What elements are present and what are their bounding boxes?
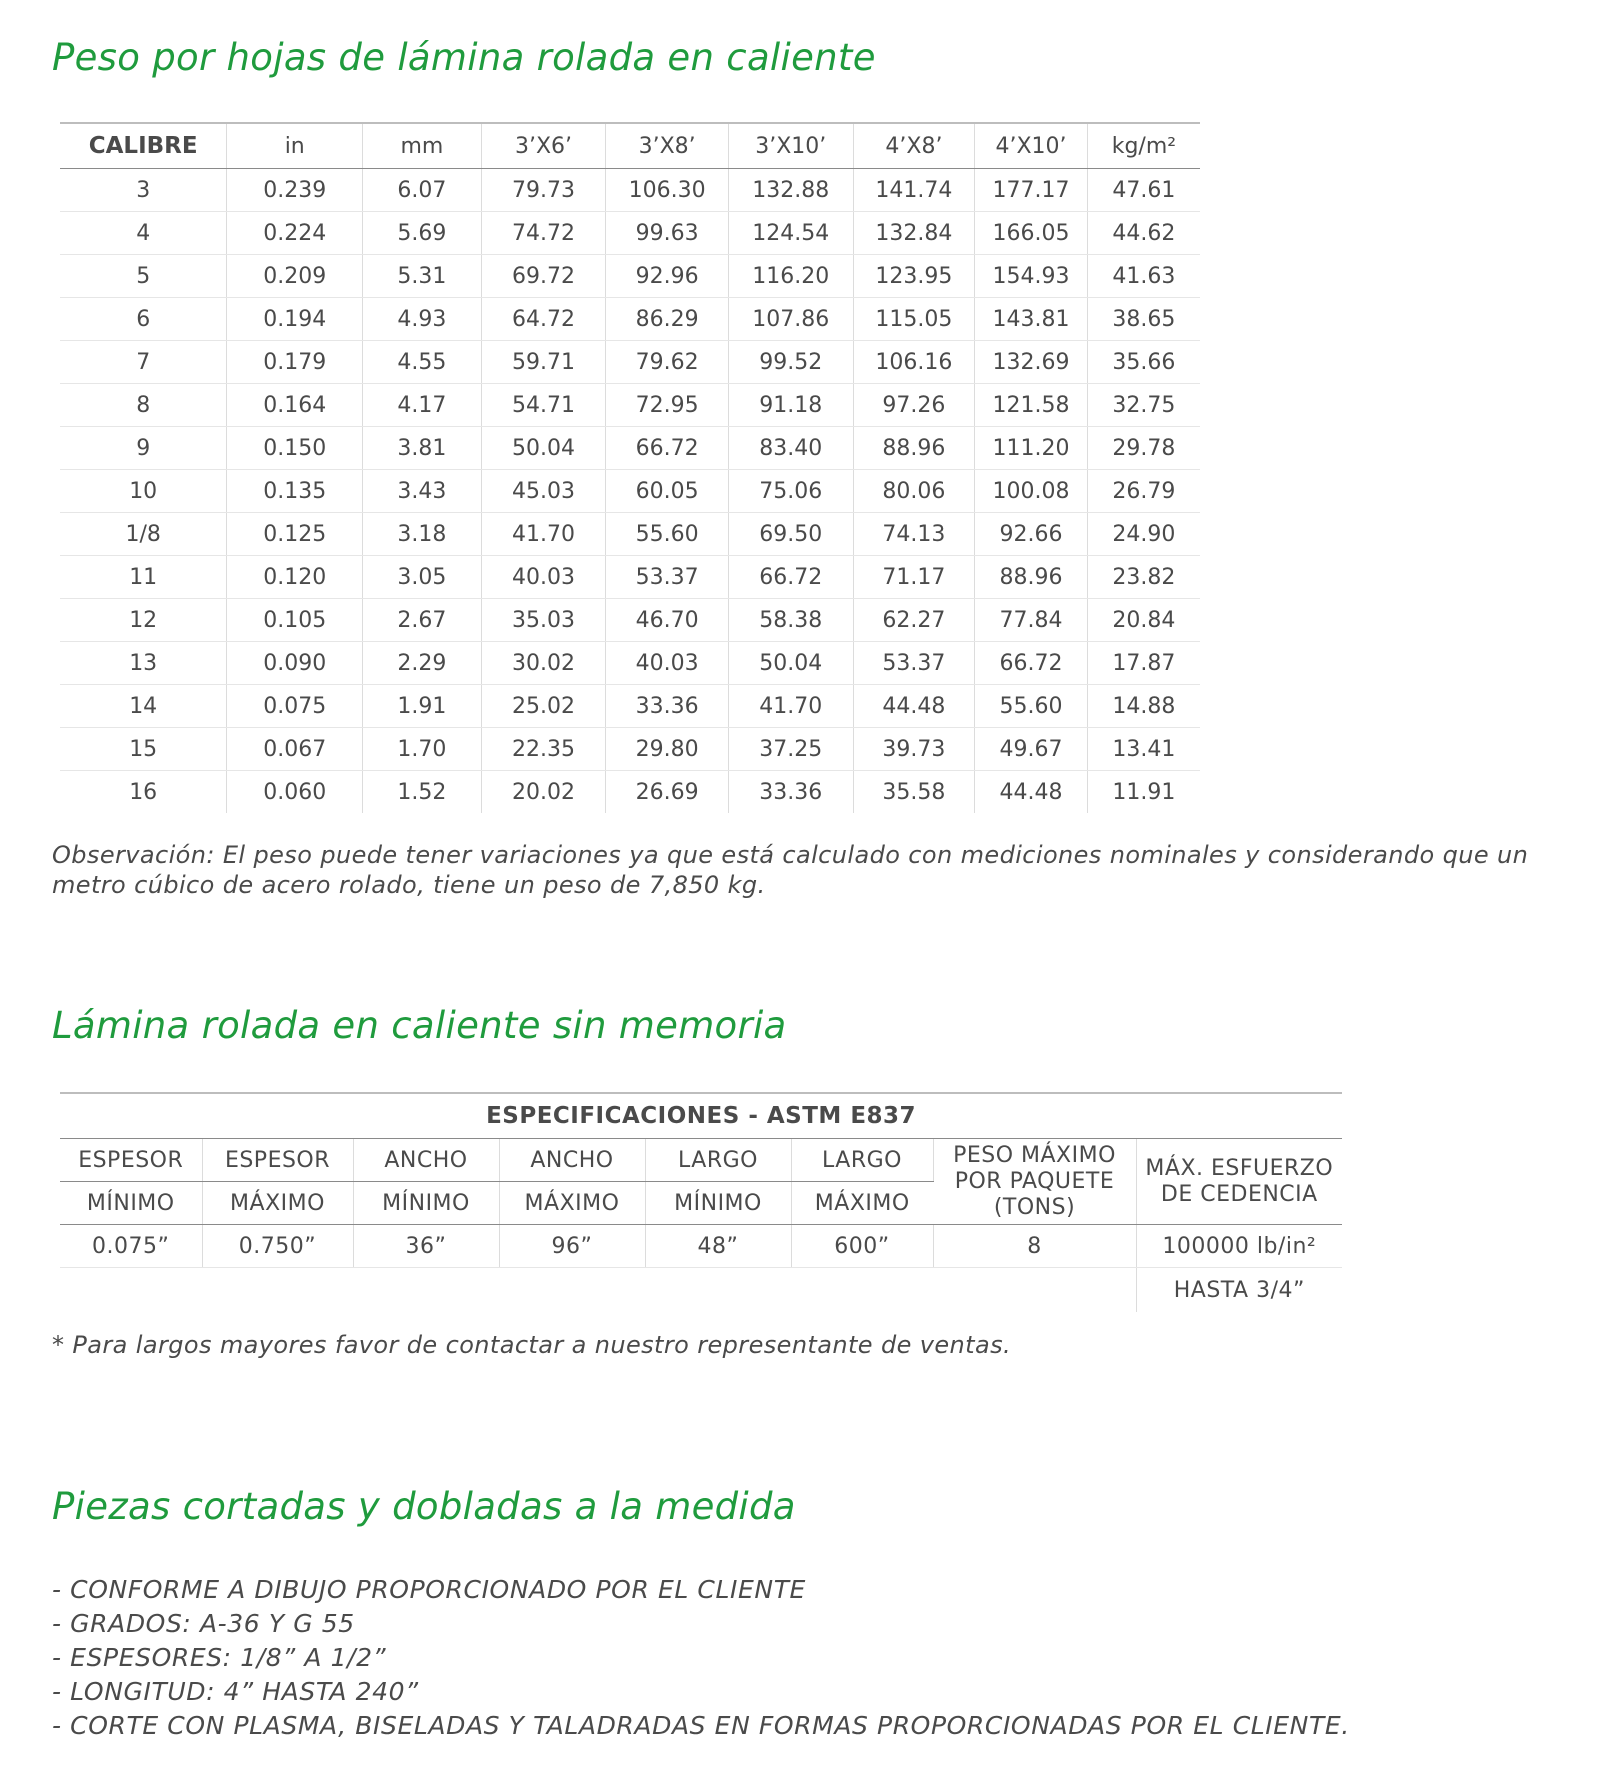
column-header: ESPESOR: [202, 1139, 353, 1182]
table-cell: 60.05: [606, 470, 729, 513]
table-cell: 66.72: [975, 642, 1088, 685]
calibre-cell: 9: [60, 427, 227, 470]
specs-table: [60, 1092, 1342, 1312]
table-cell: 5.69: [363, 212, 482, 255]
table-cell: 26.79: [1087, 470, 1200, 513]
table-cell: 3.18: [363, 513, 482, 556]
table-cell: 100.08: [975, 470, 1088, 513]
table-cell: 92.96: [606, 255, 729, 298]
table-cell: 29.80: [606, 728, 729, 771]
calibre-cell: 3: [60, 169, 227, 212]
table-cell: 46.70: [606, 599, 729, 642]
table-cell: 107.86: [728, 298, 853, 341]
list-item: - CONFORME A DIBUJO PROPORCIONADO POR EL CLIENTE: [52, 1575, 806, 1604]
calibre-cell: 10: [60, 470, 227, 513]
table-cell: 44.48: [975, 771, 1088, 814]
table-cell: 123.95: [853, 255, 975, 298]
table-row: [60, 470, 1200, 513]
column-subheader: MÁXIMO: [499, 1182, 645, 1225]
table-cell: 41.70: [728, 685, 853, 728]
table-cell: 53.37: [606, 556, 729, 599]
column-header: 3’X6’: [481, 123, 606, 169]
table-row: [60, 169, 1200, 212]
table-cell: 0.060: [227, 771, 363, 814]
table-cell: 24.90: [1087, 513, 1200, 556]
table-cell: 77.84: [975, 599, 1088, 642]
table-cell: 32.75: [1087, 384, 1200, 427]
table-row: [60, 728, 1200, 771]
section-title-weights: Peso por hojas de lámina rolada en caliente: [52, 36, 876, 79]
table-cell: 44.48: [853, 685, 975, 728]
column-header-peso: [933, 1139, 1136, 1225]
section-title-pieces: Piezas cortadas y dobladas a la medida: [52, 1485, 796, 1528]
table-cell: HASTA 3/4”: [1136, 1268, 1342, 1313]
table-cell: 116.20: [728, 255, 853, 298]
table-cell: 0.075”: [60, 1225, 202, 1268]
table-cell: 20.02: [481, 771, 606, 814]
table-cell: 74.72: [481, 212, 606, 255]
table-cell: 99.52: [728, 341, 853, 384]
table-row: [60, 513, 1200, 556]
table-cell: 0.224: [227, 212, 363, 255]
table-cell: 143.81: [975, 298, 1088, 341]
table-cell: 33.36: [728, 771, 853, 814]
pieces-list: [52, 1573, 1350, 1743]
table-cell: 2.29: [363, 642, 482, 685]
table-cell: 600”: [791, 1225, 933, 1268]
column-header: in: [227, 123, 363, 169]
table-cell: 2.67: [363, 599, 482, 642]
calibre-cell: 1/8: [60, 513, 227, 556]
table-cell: 88.96: [853, 427, 975, 470]
table-cell: 132.69: [975, 341, 1088, 384]
table-cell: 38.65: [1087, 298, 1200, 341]
table-cell: 71.17: [853, 556, 975, 599]
list-item: - CORTE CON PLASMA, BISELADAS Y TALADRADAS EN FORMAS PROPORCIONADAS POR EL CLIENTE.: [52, 1711, 1350, 1740]
table-cell: 58.38: [728, 599, 853, 642]
calibre-cell: 6: [60, 298, 227, 341]
column-header: 4’X8’: [853, 123, 975, 169]
table-cell: 0.075: [227, 685, 363, 728]
header-line: POR PAQUETE: [954, 1168, 1115, 1194]
table-cell: 3.81: [363, 427, 482, 470]
calibre-cell: 12: [60, 599, 227, 642]
specs-note: * Para largos mayores favor de contactar a nuestro representante de ventas.: [52, 1331, 1012, 1359]
table-cell: 26.69: [606, 771, 729, 814]
table-cell: 1.70: [363, 728, 482, 771]
table-cell: 39.73: [853, 728, 975, 771]
table-row: [60, 1268, 1342, 1313]
column-subheader: MÍNIMO: [353, 1182, 499, 1225]
table-cell: 0.090: [227, 642, 363, 685]
column-header: 4’X10’: [975, 123, 1088, 169]
table-cell: 35.66: [1087, 341, 1200, 384]
table-cell: 4.17: [363, 384, 482, 427]
table-cell: 177.17: [975, 169, 1088, 212]
table-cell: 97.26: [853, 384, 975, 427]
table-cell: 0.135: [227, 470, 363, 513]
specs-table-title: ESPECIFICACIONES - ASTM E837: [60, 1093, 1342, 1139]
table-cell: 88.96: [975, 556, 1088, 599]
table-cell: 5.31: [363, 255, 482, 298]
weights-table: [60, 122, 1200, 813]
column-subheader: MÍNIMO: [645, 1182, 791, 1225]
table-cell: 29.78: [1087, 427, 1200, 470]
column-header: ESPESOR: [60, 1139, 202, 1182]
calibre-cell: 14: [60, 685, 227, 728]
table-cell: 75.06: [728, 470, 853, 513]
table-cell: 66.72: [728, 556, 853, 599]
section-title-specs: Lámina rolada en caliente sin memoria: [52, 1004, 787, 1047]
column-header: LARGO: [791, 1139, 933, 1182]
table-cell: 111.20: [975, 427, 1088, 470]
table-row: [60, 771, 1200, 814]
table-cell: 0.179: [227, 341, 363, 384]
table-cell: 106.16: [853, 341, 975, 384]
table-cell: 132.88: [728, 169, 853, 212]
table-header-row: [60, 123, 1200, 169]
table-cell: 22.35: [481, 728, 606, 771]
table-cell: 53.37: [853, 642, 975, 685]
table-cell: 47.61: [1087, 169, 1200, 212]
column-header-esfuerzo: [1136, 1139, 1342, 1225]
table-cell: 17.87: [1087, 642, 1200, 685]
table-cell: 4.55: [363, 341, 482, 384]
table-cell: 25.02: [481, 685, 606, 728]
table-cell: 72.95: [606, 384, 729, 427]
table-cell: 1.52: [363, 771, 482, 814]
table-cell: 115.05: [853, 298, 975, 341]
table-row: [60, 341, 1200, 384]
column-header: LARGO: [645, 1139, 791, 1182]
table-cell: 11.91: [1112, 779, 1176, 805]
table-cell: 40.03: [481, 556, 606, 599]
table-cell: 62.27: [853, 599, 975, 642]
table-cell: 30.02: [481, 642, 606, 685]
table-cell: 55.60: [606, 513, 729, 556]
table-cell: 69.50: [728, 513, 853, 556]
table-cell: 96”: [499, 1225, 645, 1268]
table-cell: 64.72: [481, 298, 606, 341]
column-header: kg/m²: [1087, 123, 1200, 169]
list-item: - GRADOS: A-36 Y G 55: [52, 1609, 355, 1638]
table-cell: 141.74: [853, 169, 975, 212]
table-cell: 83.40: [728, 427, 853, 470]
table-cell: 35.58: [853, 771, 975, 814]
table-cell: 106.30: [606, 169, 729, 212]
table-cell: 0.209: [227, 255, 363, 298]
table-row: [60, 599, 1200, 642]
column-header: CALIBRE: [60, 123, 227, 169]
list-item: - ESPESORES: 1/8” A 1/2”: [52, 1643, 387, 1672]
table-row: [60, 255, 1200, 298]
table-cell: 86.29: [606, 298, 729, 341]
table-row: [60, 685, 1200, 728]
table-cell: 100000 lb/in²: [1136, 1225, 1342, 1268]
header-line: MÁX. ESFUERZO: [1145, 1155, 1334, 1181]
table-cell: 69.72: [481, 255, 606, 298]
table-cell: 55.60: [975, 685, 1088, 728]
table-cell: 4.93: [363, 298, 482, 341]
calibre-cell: 11: [60, 556, 227, 599]
calibre-cell: 4: [60, 212, 227, 255]
table-cell: 48”: [645, 1225, 791, 1268]
table-cell: 35.03: [481, 599, 606, 642]
table-row: [60, 298, 1200, 341]
header-line: DE CEDENCIA: [1160, 1181, 1318, 1207]
column-header: 3’X10’: [728, 123, 853, 169]
table-cell: 0.239: [227, 169, 363, 212]
table-cell: 0.750”: [202, 1225, 353, 1268]
table-cell: 40.03: [606, 642, 729, 685]
column-subheader: MÁXIMO: [791, 1182, 933, 1225]
table-cell: 59.71: [481, 341, 606, 384]
header-line: PESO MÁXIMO: [953, 1142, 1116, 1168]
table-cell: 8: [933, 1225, 1136, 1268]
table-cell: 166.05: [975, 212, 1088, 255]
column-header: ANCHO: [353, 1139, 499, 1182]
table-cell: 79.62: [606, 341, 729, 384]
table-cell: 3.43: [363, 470, 482, 513]
table-cell: 66.72: [606, 427, 729, 470]
table-cell: 0.067: [227, 728, 363, 771]
table-cell: 49.67: [975, 728, 1088, 771]
table-cell: 124.54: [728, 212, 853, 255]
weight-note: Observación: El peso puede tener variaciones ya que está calculado con mediciones nominales y considerando que un metro cúbico de acero rolado, tiene un peso de 7,850 kg.: [52, 841, 1529, 899]
table-cell: 23.82: [1087, 556, 1200, 599]
table-cell: 154.93: [975, 255, 1088, 298]
column-header: 3’X8’: [606, 123, 729, 169]
table-cell: 14.88: [1087, 685, 1200, 728]
table-cell: 44.62: [1087, 212, 1200, 255]
table-cell: 0.105: [227, 599, 363, 642]
table-cell: 0.194: [227, 298, 363, 341]
table-cell: 91.18: [728, 384, 853, 427]
table-cell: 41.70: [481, 513, 606, 556]
calibre-cell: 8: [60, 384, 227, 427]
table-cell: 36”: [353, 1225, 499, 1268]
table-cell: 33.36: [606, 685, 729, 728]
table-row: [60, 1225, 1342, 1268]
table-cell: 6.07: [363, 169, 482, 212]
weights-table-body: [60, 169, 1200, 814]
column-header: ANCHO: [499, 1139, 645, 1182]
table-cell: 79.73: [481, 169, 606, 212]
table-row: [60, 384, 1200, 427]
table-row: [60, 556, 1200, 599]
table-cell: 74.13: [853, 513, 975, 556]
list-item: - LONGITUD: 4” HASTA 240”: [52, 1677, 419, 1706]
calibre-cell: 15: [60, 728, 227, 771]
calibre-cell: 16: [60, 771, 227, 814]
table-cell: 41.63: [1087, 255, 1200, 298]
table-cell: 50.04: [481, 427, 606, 470]
table-cell: 99.63: [606, 212, 729, 255]
header-line: (TONS): [993, 1194, 1076, 1220]
calibre-cell: 7: [60, 341, 227, 384]
table-cell: 0.120: [227, 556, 363, 599]
calibre-cell: 13: [60, 642, 227, 685]
column-header: mm: [363, 123, 482, 169]
table-cell: 3.05: [363, 556, 482, 599]
table-row: [60, 642, 1200, 685]
calibre-cell: 5: [60, 255, 227, 298]
table-cell: 13.41: [1087, 728, 1200, 771]
table-cell: 121.58: [975, 384, 1088, 427]
column-subheader: MÍNIMO: [60, 1182, 202, 1225]
table-row: [60, 212, 1200, 255]
table-cell: 1.91: [363, 685, 482, 728]
table-cell: 80.06: [853, 470, 975, 513]
table-cell: 132.84: [853, 212, 975, 255]
table-cell: 92.66: [975, 513, 1088, 556]
table-cell: 54.71: [481, 384, 606, 427]
column-subheader: MÁXIMO: [202, 1182, 353, 1225]
table-cell: 0.164: [227, 384, 363, 427]
table-row: [60, 427, 1200, 470]
table-cell: 0.125: [227, 513, 363, 556]
table-cell: 45.03: [481, 470, 606, 513]
table-cell: 0.150: [227, 427, 363, 470]
table-cell: 50.04: [728, 642, 853, 685]
table-cell: 37.25: [728, 728, 853, 771]
table-cell: 20.84: [1087, 599, 1200, 642]
